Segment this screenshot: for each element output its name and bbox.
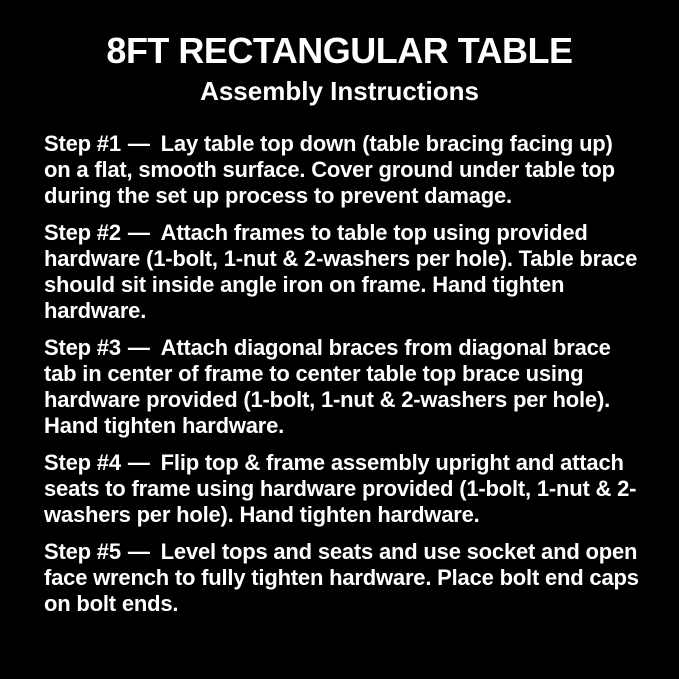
step-5-separator: — — [127, 538, 150, 564]
step-item-5 — [44, 539, 643, 617]
page-title: 8FT RECTANGULAR TABLE — [106, 30, 573, 71]
step-item-2 — [44, 220, 643, 324]
step-4-text: Flip top & frame assembly upright and attach seats to frame using hardware provided (1-bolt, 1-nut & 2-washers per hole). Hand tighten hardware. — [44, 449, 637, 527]
step-2-text: Attach frames to table top using provided hardware (1-bolt, 1-nut & 2-washers per hole). Table brace should sit inside angle iron on frame. Hand tighten hardware. — [44, 219, 638, 323]
step-1-text: Lay table top down (table bracing facing up) on a flat, smooth surface. Cover ground under table top during the set up process to prevent damage. — [44, 130, 615, 208]
step-4-label: Step #4 — [44, 449, 121, 475]
step-item-3 — [44, 335, 643, 439]
step-item-1 — [44, 131, 643, 209]
header — [0, 0, 679, 106]
step-5-text: Level tops and seats and use socket and open face wrench to fully tighten hardware. Place bolt end caps on bolt ends. — [44, 538, 639, 616]
step-3-text: Attach diagonal braces from diagonal brace tab in center of frame to center table top brace using hardware provided (1-bolt, 1-nut & 2-washers per hole). Hand tighten hardware. — [44, 334, 611, 438]
step-1-label: Step #1 — [44, 130, 121, 156]
page-subtitle: Assembly Instructions — [200, 76, 479, 107]
step-5-label: Step #5 — [44, 538, 121, 564]
step-4-separator: — — [127, 449, 150, 475]
step-item-4 — [44, 450, 643, 528]
step-1-separator: — — [127, 130, 150, 156]
steps-list — [0, 131, 679, 617]
step-3-label: Step #3 — [44, 334, 121, 360]
step-2-separator: — — [127, 219, 150, 245]
step-3-separator: — — [127, 334, 150, 360]
step-2-label: Step #2 — [44, 219, 121, 245]
